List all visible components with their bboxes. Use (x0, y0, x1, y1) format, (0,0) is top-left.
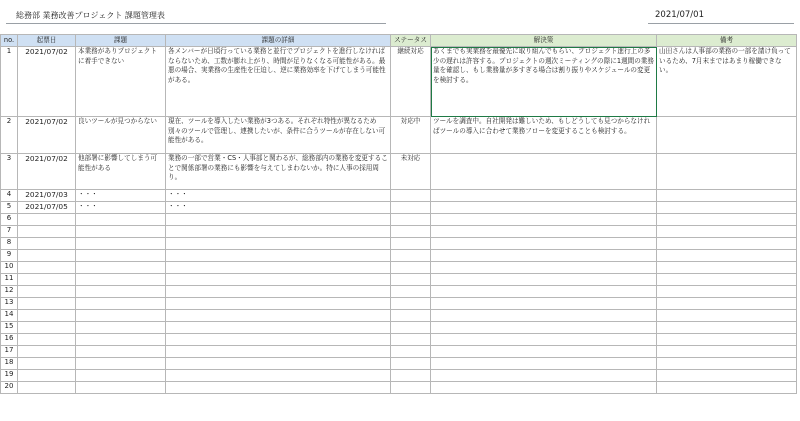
col-header-no[interactable]: no. (1, 35, 18, 47)
cell-solution[interactable] (431, 202, 657, 214)
cell-issue[interactable] (76, 226, 166, 238)
row-number[interactable]: 11 (1, 274, 18, 286)
cell-solution[interactable] (431, 238, 657, 250)
table-row (1, 226, 797, 238)
cell-note[interactable] (657, 250, 797, 262)
cell-status[interactable] (391, 334, 431, 346)
cell-solution[interactable] (431, 346, 657, 358)
cell-solution[interactable] (431, 190, 657, 202)
cell-issue[interactable]: 他部署に影響してしまう可能性がある (76, 154, 166, 190)
cell-issue[interactable] (76, 238, 166, 250)
table-row (1, 190, 797, 202)
row-number[interactable]: 7 (1, 226, 18, 238)
cell-date[interactable] (18, 286, 76, 298)
cell-issue[interactable] (76, 382, 166, 394)
col-header-note[interactable]: 備考 (657, 35, 797, 47)
cell-status[interactable] (391, 226, 431, 238)
table-row (1, 382, 797, 394)
cell-status[interactable] (391, 370, 431, 382)
cell-date[interactable]: 2021/07/02 (18, 47, 76, 117)
cell-date[interactable] (18, 334, 76, 346)
cell-issue[interactable] (76, 346, 166, 358)
table-row (1, 154, 797, 190)
cell-issue[interactable] (76, 298, 166, 310)
row-number[interactable]: 10 (1, 262, 18, 274)
cell-note[interactable] (657, 358, 797, 370)
cell-note[interactable] (657, 310, 797, 322)
cell-detail[interactable]: 現在、ツールを導入したい業務が3つある。それぞれ特性が異なるため別々のツールで管理し、連携したいが、条件に合うツールが存在しない可能性がある。 (166, 117, 391, 154)
cell-detail[interactable] (166, 262, 391, 274)
cell-status[interactable] (391, 322, 431, 334)
cell-detail[interactable] (166, 298, 391, 310)
row-number[interactable]: 6 (1, 214, 18, 226)
cell-date[interactable] (18, 238, 76, 250)
cell-status[interactable] (391, 298, 431, 310)
cell-note[interactable] (657, 286, 797, 298)
table-row (1, 262, 797, 274)
title-underline (6, 23, 386, 24)
cell-date[interactable] (18, 274, 76, 286)
cell-solution[interactable] (431, 154, 657, 190)
cell-status[interactable] (391, 214, 431, 226)
cell-detail[interactable]: 業務の一部で営業・CS・人事部と関わるが、総務部内の業務を変更することで関係部署の業務にも影響を与えてしまわないか。特に人事の採用周り。 (166, 154, 391, 190)
cell-detail[interactable] (166, 334, 391, 346)
cell-date[interactable] (18, 262, 76, 274)
cell-status[interactable]: 対応中 (391, 117, 431, 154)
row-number[interactable]: 8 (1, 238, 18, 250)
table-row (1, 274, 797, 286)
cell-solution[interactable] (431, 274, 657, 286)
cell-issue[interactable] (76, 286, 166, 298)
sheet-date: 2021/07/01 (655, 10, 704, 20)
cell-solution[interactable] (431, 382, 657, 394)
cell-date[interactable] (18, 298, 76, 310)
row-number[interactable]: 5 (1, 202, 18, 214)
cell-issue[interactable] (76, 274, 166, 286)
cell-solution[interactable] (431, 358, 657, 370)
cell-note[interactable] (657, 370, 797, 382)
cell-status[interactable] (391, 358, 431, 370)
cell-detail[interactable] (166, 214, 391, 226)
table-row (1, 117, 797, 154)
row-number[interactable]: 17 (1, 346, 18, 358)
cell-issue[interactable] (76, 310, 166, 322)
col-header-issue[interactable]: 課題 (76, 35, 166, 47)
cell-detail[interactable]: ・・・ (166, 190, 391, 202)
col-header-status[interactable]: ステータス (391, 35, 431, 47)
cell-date[interactable] (18, 346, 76, 358)
cell-solution[interactable] (431, 250, 657, 262)
cell-note[interactable] (657, 262, 797, 274)
cell-issue[interactable]: ・・・ (76, 202, 166, 214)
cell-date[interactable] (18, 370, 76, 382)
table-row (1, 202, 797, 214)
row-number[interactable]: 3 (1, 154, 18, 190)
cell-detail[interactable]: 各メンバーが日頃行っている業務と並行でプロジェクトを進行しなければならないため、工数が膨れ上がり、時間が足りなくなる可能性がある。最悪の場合、実業務の生産性を圧迫し、逆に業務効率を下げてしまう可能性がある。 (166, 47, 391, 117)
cell-status[interactable]: 継続対応 (391, 47, 431, 117)
cell-solution[interactable] (431, 370, 657, 382)
row-number[interactable]: 9 (1, 250, 18, 262)
sheet-title: 総務部 業務改善プロジェクト 課題管理表 (16, 11, 165, 20)
cell-detail[interactable] (166, 358, 391, 370)
cell-date[interactable]: 2021/07/03 (18, 190, 76, 202)
cell-detail[interactable]: ・・・ (166, 202, 391, 214)
cell-note[interactable] (657, 382, 797, 394)
cell-detail[interactable] (166, 370, 391, 382)
cell-date[interactable]: 2021/07/02 (18, 117, 76, 154)
col-header-solution[interactable]: 解決策 (431, 35, 657, 47)
cell-issue[interactable] (76, 370, 166, 382)
cell-solution[interactable] (431, 214, 657, 226)
cell-detail[interactable] (166, 382, 391, 394)
cell-status[interactable] (391, 190, 431, 202)
cell-note[interactable] (657, 238, 797, 250)
cell-note[interactable] (657, 298, 797, 310)
table-row (1, 298, 797, 310)
table-row (1, 47, 797, 117)
issue-table (0, 34, 797, 394)
cell-date[interactable] (18, 250, 76, 262)
cell-detail[interactable] (166, 310, 391, 322)
cell-solution[interactable]: あくまでも実業務を最優先に取り組んでもらい、プロジェクト進行上の多少の遅れは許容する。プロジェクトの週次ミーティングの際に1週間の業務量を確認し、もし業務量が多すぎる場合は割り振りやスケジュールの変更を検討する。 (431, 47, 657, 117)
cell-note[interactable] (657, 226, 797, 238)
row-number[interactable]: 15 (1, 322, 18, 334)
cell-status[interactable] (391, 310, 431, 322)
cell-solution[interactable] (431, 322, 657, 334)
row-number[interactable]: 18 (1, 358, 18, 370)
cell-note[interactable] (657, 117, 797, 154)
table-body (1, 47, 797, 394)
cell-issue[interactable] (76, 334, 166, 346)
cell-issue[interactable]: 良いツールが見つからない (76, 117, 166, 154)
cell-status[interactable] (391, 274, 431, 286)
table-row (1, 310, 797, 322)
cell-solution[interactable] (431, 310, 657, 322)
cell-detail[interactable] (166, 274, 391, 286)
cell-status[interactable] (391, 286, 431, 298)
cell-note[interactable] (657, 214, 797, 226)
table-row (1, 322, 797, 334)
cell-date[interactable] (18, 310, 76, 322)
cell-note[interactable] (657, 202, 797, 214)
cell-note[interactable] (657, 334, 797, 346)
cell-date[interactable] (18, 322, 76, 334)
cell-status[interactable] (391, 202, 431, 214)
cell-date[interactable] (18, 226, 76, 238)
cell-detail[interactable] (166, 322, 391, 334)
cell-solution[interactable] (431, 286, 657, 298)
table-row (1, 214, 797, 226)
cell-status[interactable] (391, 250, 431, 262)
cell-solution[interactable]: ツールを調査中。自社開発は難しいため、もしどうしても見つからなければツールの導入に合わせて業務フローを変更することも検討する。 (431, 117, 657, 154)
col-header-detail[interactable]: 課題の詳細 (166, 35, 391, 47)
cell-issue[interactable] (76, 358, 166, 370)
row-number[interactable]: 16 (1, 334, 18, 346)
cell-solution[interactable] (431, 262, 657, 274)
cell-solution[interactable] (431, 334, 657, 346)
cell-date[interactable] (18, 214, 76, 226)
row-number[interactable]: 4 (1, 190, 18, 202)
table-row (1, 370, 797, 382)
cell-solution[interactable] (431, 226, 657, 238)
cell-date[interactable]: 2021/07/02 (18, 154, 76, 190)
table-row (1, 286, 797, 298)
cell-issue[interactable] (76, 214, 166, 226)
cell-detail[interactable] (166, 238, 391, 250)
cell-issue[interactable] (76, 322, 166, 334)
cell-detail[interactable] (166, 250, 391, 262)
cell-note[interactable] (657, 154, 797, 190)
cell-status[interactable]: 未対応 (391, 154, 431, 190)
cell-note[interactable] (657, 346, 797, 358)
cell-note[interactable] (657, 190, 797, 202)
cell-date[interactable]: 2021/07/05 (18, 202, 76, 214)
cell-status[interactable] (391, 262, 431, 274)
table-row (1, 346, 797, 358)
cell-detail[interactable] (166, 346, 391, 358)
cell-date[interactable] (18, 358, 76, 370)
table-row (1, 358, 797, 370)
row-number[interactable]: 14 (1, 310, 18, 322)
sheet-header (0, 0, 800, 34)
row-number[interactable]: 13 (1, 298, 18, 310)
cell-date[interactable] (18, 382, 76, 394)
table-row (1, 238, 797, 250)
cell-solution[interactable] (431, 298, 657, 310)
cell-note[interactable]: 山田さんは人事部の業務の一部を請け負っているため、7月末まではあまり稼働できない。 (657, 47, 797, 117)
row-number[interactable]: 1 (1, 47, 18, 117)
cell-status[interactable] (391, 238, 431, 250)
header-row (1, 35, 797, 47)
row-number[interactable]: 19 (1, 370, 18, 382)
cell-issue[interactable] (76, 262, 166, 274)
cell-detail[interactable] (166, 286, 391, 298)
date-underline (648, 23, 794, 24)
table-row (1, 250, 797, 262)
cell-issue[interactable] (76, 250, 166, 262)
row-number[interactable]: 20 (1, 382, 18, 394)
cell-issue[interactable]: 本業務がありプロジェクトに着手できない (76, 47, 166, 117)
cell-note[interactable] (657, 274, 797, 286)
cell-issue[interactable]: ・・・ (76, 190, 166, 202)
cell-status[interactable] (391, 382, 431, 394)
cell-status[interactable] (391, 346, 431, 358)
cell-note[interactable] (657, 322, 797, 334)
cell-detail[interactable] (166, 226, 391, 238)
row-number[interactable]: 2 (1, 117, 18, 154)
row-number[interactable]: 12 (1, 286, 18, 298)
col-header-date[interactable]: 起票日 (18, 35, 76, 47)
table-row (1, 334, 797, 346)
